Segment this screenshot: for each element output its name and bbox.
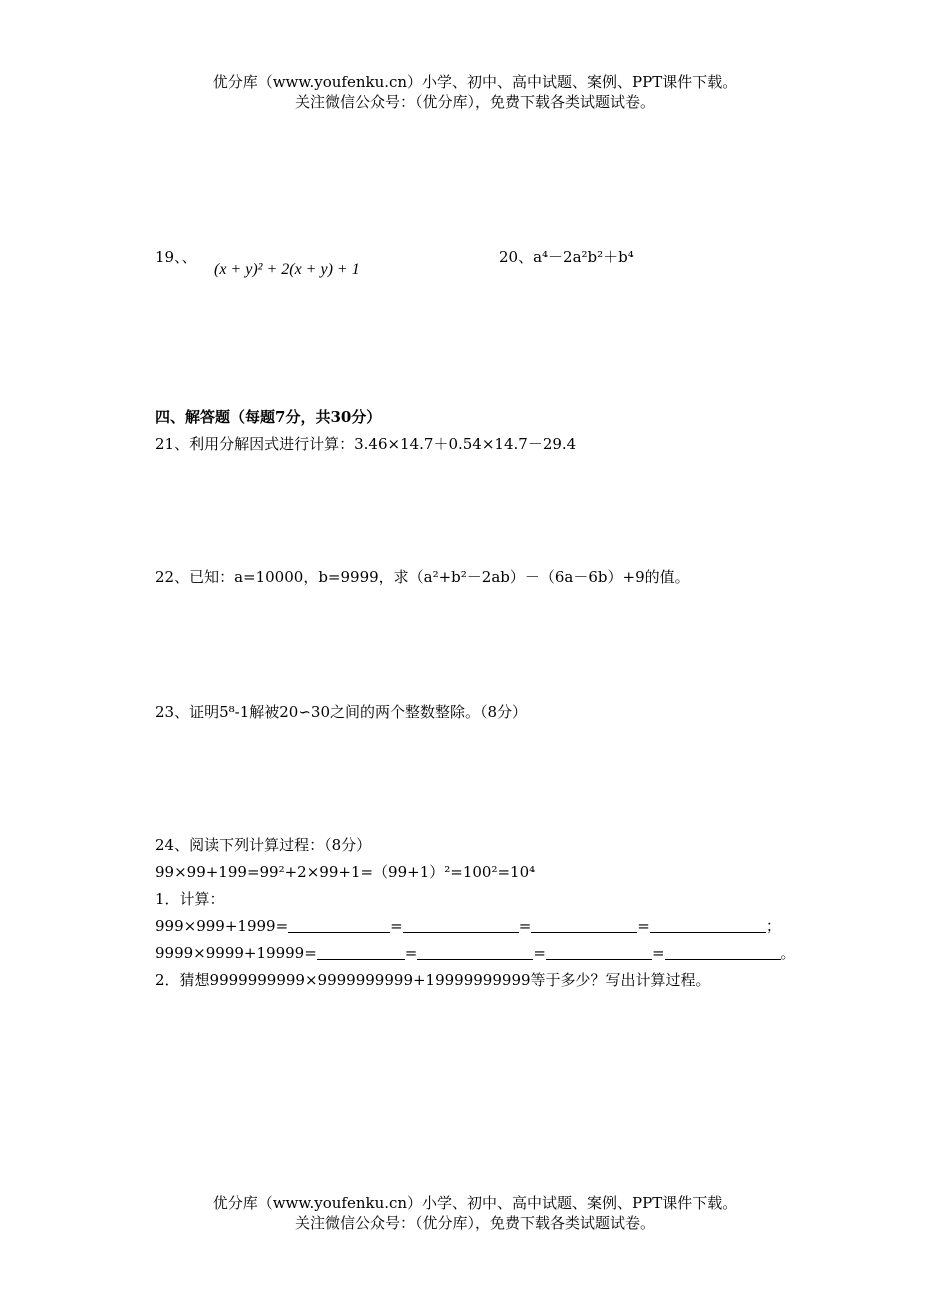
answer-blank[interactable]	[417, 944, 533, 960]
header-line-2: 关注微信公众号：（优分库），免费下载各类试题试卷。	[294, 93, 655, 111]
answer-blank[interactable]	[650, 917, 766, 933]
equals-sign: =	[651, 944, 665, 962]
equals-sign: =	[518, 917, 532, 935]
answer-blank[interactable]	[317, 944, 405, 960]
question-20: 20、a⁴－2a²b²＋b⁴	[499, 248, 634, 266]
question-19-label: 19、、	[155, 248, 197, 266]
row-1-end: ；	[765, 917, 781, 935]
footer-line-2: 关注微信公众号：（优分库），免费下载各类试题试卷。	[294, 1214, 655, 1232]
row-2-end: 。	[780, 944, 796, 962]
question-21: 21、利用分解因式进行计算：3.46×14.7＋0.54×14.7－29.4	[155, 435, 577, 453]
row-2-expression: 9999×9999+19999=	[155, 944, 317, 962]
header-line-1: 优分库（www.youfenku.cn）小学、初中、高中试题、案例、PPT课件下载。	[212, 73, 738, 91]
question-24-title: 24、阅读下列计算过程：（8分）	[155, 836, 372, 854]
question-24-part1-label: 1．计算：	[155, 890, 225, 908]
answer-blank[interactable]	[403, 917, 519, 933]
answer-blank[interactable]	[288, 917, 390, 933]
question-24-example: 99×99+199=99²+2×99+1=（99+1）²=100²=10⁴	[155, 863, 536, 881]
question-24-part2: 2．猜想9999999999×9999999999+19999999999等于多少？写出计算过程。	[155, 971, 711, 989]
question-24-row-2	[155, 943, 796, 963]
answer-blank[interactable]	[546, 944, 652, 960]
equals-sign: =	[533, 944, 546, 962]
equals-sign: =	[404, 944, 418, 962]
question-22: 22、已知：a=10000，b=9999，求（a²+b²－2ab）－（6a－6b）+9的值。	[155, 568, 690, 586]
question-24-row-1	[155, 916, 781, 936]
footer-line-1: 优分库（www.youfenku.cn）小学、初中、高中试题、案例、PPT课件下载。	[212, 1194, 738, 1212]
question-23: 23、证明5⁸-1解被20∽30之间的两个整数整除。（8分）	[155, 703, 528, 721]
question-19-formula: (x + y)² + 2(x + y) + 1	[214, 261, 360, 278]
answer-blank[interactable]	[665, 944, 781, 960]
answer-blank[interactable]	[531, 917, 637, 933]
section-4-title: 四、解答题（每题7分，共30分）	[155, 408, 382, 426]
equals-sign: =	[390, 917, 403, 935]
equals-sign: =	[637, 917, 650, 935]
row-1-expression: 999×999+1999=	[155, 917, 289, 935]
